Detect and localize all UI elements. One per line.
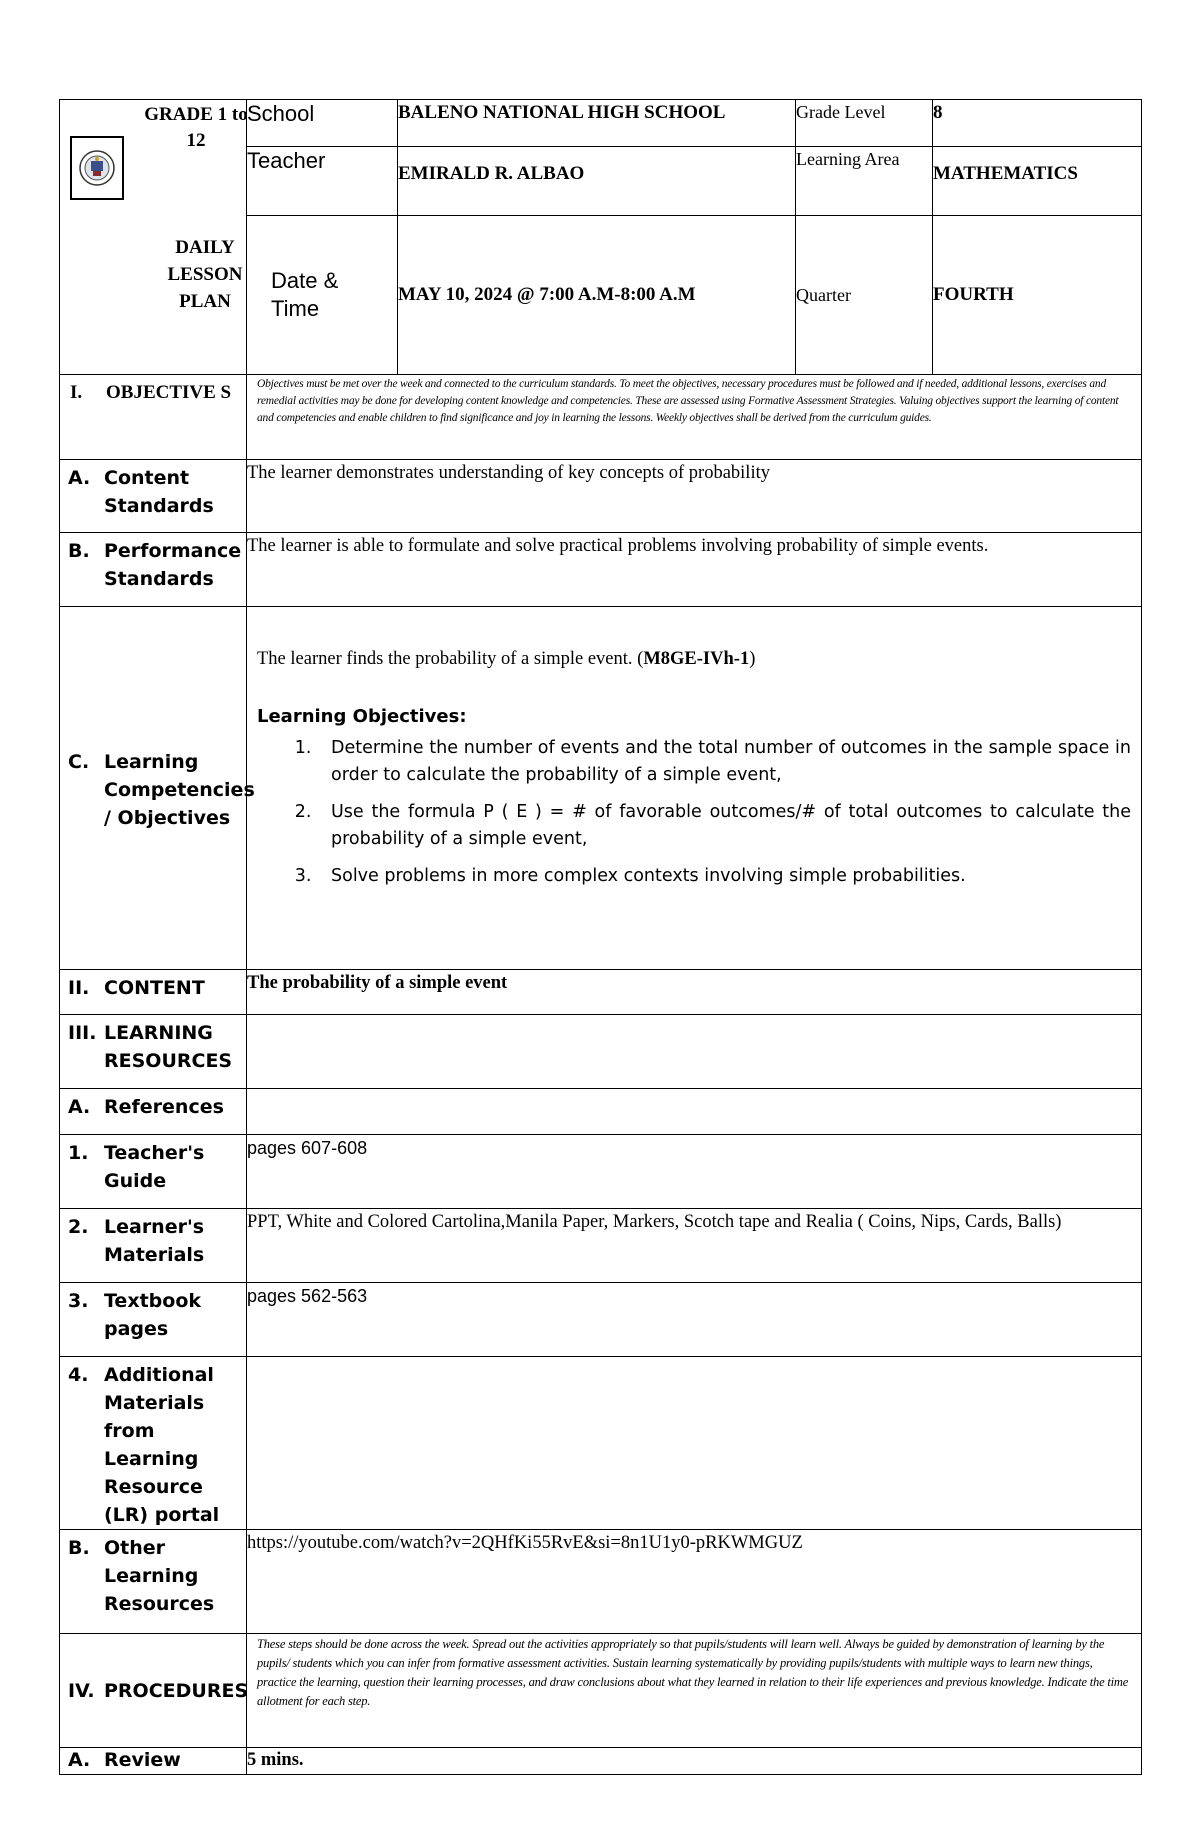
textbook-pages-value: pages 562-563 <box>247 1283 1142 1357</box>
learning-objective-item: 2. Use the formula P ( E ) = # of favorable outcomes/# of total outcomes to calculate the probability of a simple event, <box>317 799 1131 853</box>
performance-standards-value: The learner is able to formulate and solve practical problems involving probability of simple events. <box>247 533 1142 607</box>
procedures-label-cell <box>60 1634 247 1748</box>
competency-text: The learner finds the probability of a simple event. ( <box>257 649 644 669</box>
performance-standards-num: B. <box>68 540 90 562</box>
learning-resources-label-cell <box>60 1015 247 1089</box>
additional-materials-num: 4. <box>68 1364 89 1386</box>
competency-close: ) <box>749 649 756 669</box>
procedures-note: These steps should be done across the week. Spread out the activities appropriately so that pupils/students will learn well. Always be guided by demonstration of learning by the pupils/ students which you can infer from formative assessment activities. Sustain learning systematically by providing pupils/students with multiple ways to learn new things, practice the learning, question their learning processes, and draw conclusions about what they learned in relation to their life experiences and previous knowledge. Indicate the time allotment for each step. <box>257 1637 1129 1708</box>
textbook-pages-label-cell <box>60 1283 247 1357</box>
additional-materials-value <box>247 1357 1142 1530</box>
competencies-num: C. <box>68 751 90 773</box>
content-num: II. <box>68 977 90 999</box>
references-label: References <box>104 1096 224 1118</box>
learning-area-label: Learning Area <box>796 147 933 216</box>
teachers-guide-label: Teacher's Guide <box>104 1142 205 1192</box>
learning-objective-item: 1. Determine the number of events and the total number of outcomes in the sample space in order to calculate the probability of a simple event, <box>317 735 1131 789</box>
teachers-guide-num: 1. <box>68 1142 89 1164</box>
content-label: CONTENT <box>104 977 205 999</box>
date-time-value: MAY 10, 2024 @ 7:00 A.M-8:00 A.M <box>398 216 796 375</box>
objectives-num: I. <box>70 382 83 403</box>
procedures-note-cell <box>247 1634 1142 1748</box>
competencies-content-cell <box>247 607 1142 970</box>
learners-materials-value: PPT, White and Colored Cartolina,Manila Paper, Markers, Scotch tape and Realia ( Coins, Nips, Cards, Balls) <box>247 1209 1142 1283</box>
grade-label: GRADE 1 to 12 <box>144 104 248 151</box>
header-identity-cell <box>60 100 247 375</box>
objectives-note-cell <box>247 375 1142 460</box>
learners-materials-label: Learner's Materials <box>104 1216 205 1266</box>
content-value: The probability of a simple event <box>247 970 1142 1015</box>
competencies-label-cell <box>60 607 255 970</box>
teachers-guide-value: pages 607-608 <box>247 1135 1142 1209</box>
review-label: Review <box>104 1749 181 1771</box>
additional-materials-label-cell <box>60 1357 247 1530</box>
quarter-label: Quarter <box>796 216 933 375</box>
teachers-guide-label-cell <box>60 1135 247 1209</box>
learning-objectives-heading: Learning Objectives: <box>257 706 467 727</box>
references-value <box>247 1089 1142 1135</box>
review-label-cell <box>60 1748 247 1775</box>
competency-code: M8GE-IVh-1 <box>643 649 750 669</box>
date-time-label: Date & Time <box>247 216 398 375</box>
daily-lesson-plan-label: DAILY LESSON PLAN <box>167 237 243 312</box>
content-standards-label-cell <box>60 460 247 533</box>
grade-level-label: Grade Level <box>796 100 933 147</box>
other-resources-num: B. <box>68 1537 90 1559</box>
competency-statement <box>247 607 1141 670</box>
learners-materials-num: 2. <box>68 1216 89 1238</box>
procedures-label: PROCEDURES <box>104 1679 249 1702</box>
school-label: School <box>247 100 398 147</box>
learners-materials-label-cell <box>60 1209 247 1283</box>
content-standards-label: Content Standards <box>104 467 214 517</box>
competencies-label: Learning Competencies / Objectives <box>104 751 255 829</box>
objectives-note: Objectives must be met over the week and connected to the curriculum standards. To meet the objectives, necessary procedures must be followed and if needed, additional lessons, exercises and remedial activities may be done for developing content knowledge and competencies. These are assessed using Formative Assessment Strategies. Valuing objectives support the learning of content and competencies and enable children to find significance and joy in learning the lessons. Weekly objectives shall be derived from the curriculum guides. <box>257 378 1119 424</box>
objectives-label-cell <box>60 375 247 460</box>
teacher-value: EMIRALD R. ALBAO <box>398 147 796 216</box>
references-num: A. <box>68 1096 91 1118</box>
other-resources-link[interactable]: https://youtube.com/watch?v=2QHfKi55RvE&si=8n1U1y0-pRKWMGUZ <box>247 1530 1142 1634</box>
learning-area-value: MATHEMATICS <box>933 147 1142 216</box>
additional-materials-label: Additional Materials from Learning Resource (LR) portal <box>104 1364 220 1526</box>
deped-seal-icon <box>70 136 124 200</box>
grade-level-value: 8 <box>933 100 1142 147</box>
review-num: A. <box>68 1749 91 1771</box>
school-value: BALENO NATIONAL HIGH SCHOOL <box>398 100 796 147</box>
learning-objective-item: 3. Solve problems in more complex contexts involving simple probabilities. <box>317 863 1131 890</box>
performance-standards-label: Performance Standards <box>104 540 242 590</box>
learning-resources-label: LEARNING RESOURCES <box>104 1022 233 1072</box>
other-resources-label-cell <box>60 1530 247 1634</box>
quarter-value: FOURTH <box>933 216 1142 375</box>
learning-resources-value <box>247 1015 1142 1089</box>
content-label-cell <box>60 970 247 1015</box>
textbook-pages-label: Textbook pages <box>104 1290 202 1340</box>
daily-lesson-plan-table <box>59 99 1142 1775</box>
other-resources-label: Other Learning Resources <box>104 1537 215 1615</box>
content-standards-num: A. <box>68 467 91 489</box>
teacher-label: Teacher <box>247 147 398 216</box>
objectives-label: OBJECTIVE S <box>106 382 232 403</box>
learning-objectives-list <box>317 735 1131 890</box>
performance-standards-label-cell <box>60 533 247 607</box>
textbook-pages-num: 3. <box>68 1290 89 1312</box>
review-value: 5 mins. <box>247 1748 1142 1775</box>
procedures-num: IV. <box>68 1679 95 1702</box>
learning-resources-num: III. <box>68 1022 97 1044</box>
content-standards-value: The learner demonstrates understanding of key concepts of probability <box>247 460 1142 533</box>
references-label-cell <box>60 1089 247 1135</box>
